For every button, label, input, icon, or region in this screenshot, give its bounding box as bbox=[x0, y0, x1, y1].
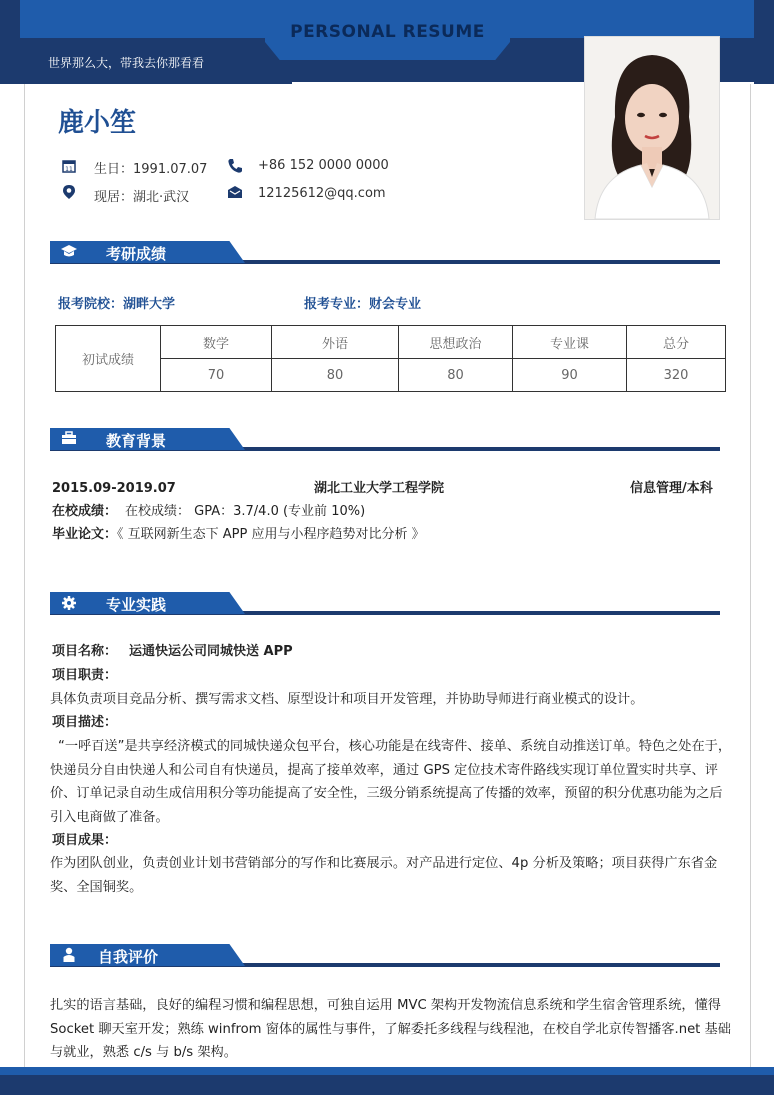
email-icon bbox=[227, 185, 241, 199]
duty-text: 具体负责项目竞品分析、撰写需求文档、原型设计和项目开发管理，并协助导师进行商业模式的设计。 bbox=[50, 692, 644, 707]
border-right bbox=[750, 84, 751, 1067]
graduation-cap-icon bbox=[60, 244, 78, 260]
profile-photo bbox=[584, 36, 720, 220]
edu-degree: 信息管理/本科 bbox=[630, 481, 713, 496]
border-left bbox=[24, 84, 25, 1067]
result-text: 作为团队创业，负责创业计划书营销部分的写作和比赛展示。对产品进行定位、4p 分析及策略；项目获得广东省金奖、全国铜奖。 bbox=[50, 856, 718, 895]
calendar-icon bbox=[62, 159, 76, 173]
section-title: 专业实践 bbox=[106, 596, 167, 614]
edu-thesis-value: 《 互联网新生态下 APP 应用与小程序趋势对比分析 》 bbox=[117, 527, 425, 542]
exam-school: 报考院校：湖畔大学 bbox=[58, 297, 176, 312]
location: 现居：湖北·武汉 bbox=[94, 190, 190, 205]
edu-period: 2015.09-2019.07 bbox=[52, 481, 176, 496]
email: 12125612@qq.com bbox=[258, 186, 386, 201]
section-title: 考研成绩 bbox=[106, 245, 167, 263]
edu-grades-value: 在校成绩： GPA：3.7/4.0 (专业前 10%) bbox=[125, 504, 366, 519]
result-label: 项目成果： bbox=[52, 833, 118, 848]
exam-major: 报考专业：财会专业 bbox=[304, 297, 422, 312]
edu-thesis bbox=[52, 523, 425, 547]
score-header-politics: 思想政治 bbox=[399, 326, 513, 359]
desc-text: “一呼百送”是共享经济模式的同城快递众包平台，核心功能是在线寄件、接单、系统自动推送订单。特色之处在于，快递员分自由快递人和公司自有快递员，提高了接单效率，通过 GPS 定位技术寄件路线实现订单位置实时共享、评价、订单记录自动生成信用积分等功能提高了安全性，三级分销系统提高了传播的效率，预留的积分优惠功能为之后引入电商做了准备。 bbox=[50, 739, 732, 825]
location-icon bbox=[62, 184, 76, 198]
table-row bbox=[56, 326, 726, 359]
score-politics: 80 bbox=[399, 359, 513, 392]
resume-title: PERSONAL RESUME bbox=[290, 22, 485, 42]
phone-icon bbox=[227, 158, 241, 172]
footer-accent bbox=[0, 1067, 774, 1075]
phone-number: +86 152 0000 0000 bbox=[258, 158, 389, 173]
user-icon bbox=[60, 947, 78, 963]
score-total: 320 bbox=[627, 359, 726, 392]
section-header-practice bbox=[50, 592, 720, 616]
section-title: 教育背景 bbox=[106, 432, 167, 450]
score-math: 70 bbox=[161, 359, 272, 392]
score-major: 90 bbox=[513, 359, 627, 392]
birth-date: 生日：1991.07.07 bbox=[94, 162, 208, 177]
duty-label: 项目职责： bbox=[52, 668, 118, 683]
edu-thesis-label: 毕业论文： bbox=[52, 527, 118, 542]
edu-grades bbox=[52, 500, 365, 524]
gear-icon bbox=[60, 595, 78, 611]
section-header-education bbox=[50, 428, 720, 452]
section-header-self bbox=[50, 944, 720, 968]
section-title: 自我评价 bbox=[98, 948, 159, 966]
self-evaluation: 扎实的语言基础，良好的编程习惯和编程思想，可独自运用 MVC 架构开发物流信息系统和学生宿舍管理系统，懂得 Socket 聊天室开发；熟练 winfrom 窗体的属性与事件，了解委托多线程与线程池，在校自学北京传智播客.net 基础与就业，熟悉 c/s 与 b/s 架构。 bbox=[50, 998, 731, 1060]
score-table bbox=[55, 325, 726, 392]
score-header-math: 数学 bbox=[161, 326, 272, 359]
briefcase-icon bbox=[60, 431, 78, 447]
page-body bbox=[20, 82, 754, 1067]
score-row-label: 初试成绩 bbox=[56, 326, 161, 392]
score-language: 80 bbox=[272, 359, 399, 392]
person-name: 鹿小笙 bbox=[58, 108, 137, 138]
score-header-language: 外语 bbox=[272, 326, 399, 359]
project-name-row bbox=[52, 640, 293, 664]
desc-label: 项目描述： bbox=[52, 715, 118, 730]
project-label: 项目名称： bbox=[52, 644, 118, 659]
slogan: 世界那么大，带我去你那看看 bbox=[48, 56, 205, 70]
edu-grades-label: 在校成绩： bbox=[52, 504, 118, 519]
score-header-total: 总分 bbox=[627, 326, 726, 359]
section-header-exam bbox=[50, 241, 720, 265]
project-name: 运通快运公司同城快送 APP bbox=[129, 644, 293, 659]
edu-school: 湖北工业大学工程学院 bbox=[314, 481, 445, 496]
score-header-major: 专业课 bbox=[513, 326, 627, 359]
svg-text:11: 11 bbox=[65, 166, 73, 173]
